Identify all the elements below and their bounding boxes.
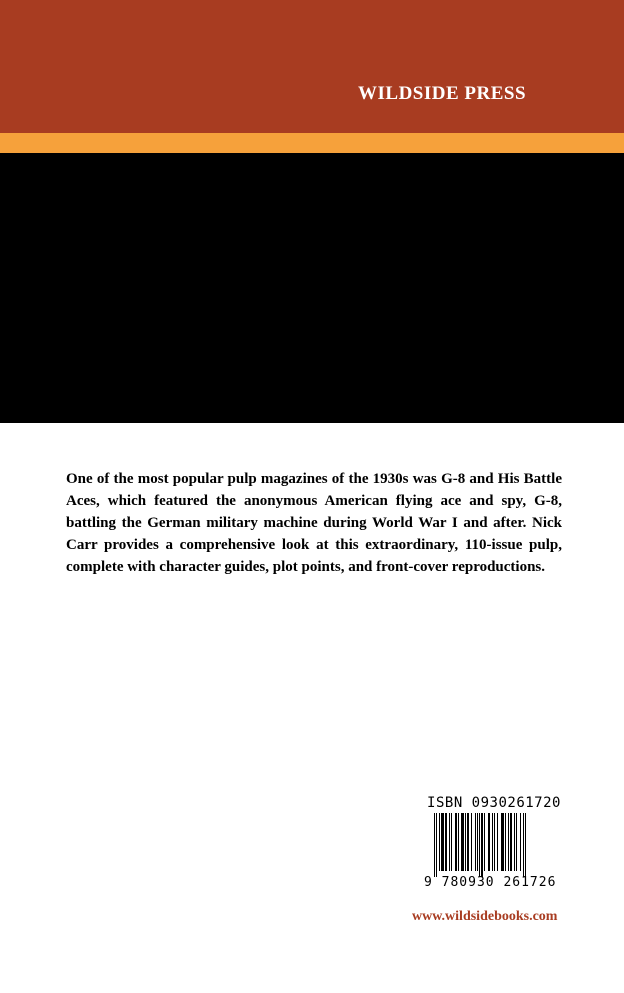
barcode-bar [488,813,490,871]
barcode-bar [461,813,464,871]
barcode-bar [484,813,485,871]
barcode-bar [475,813,476,871]
barcode-bar [501,813,504,871]
barcode-bar [467,813,469,871]
barcode-bar [465,813,466,871]
barcode-bar [508,813,509,871]
barcode-icon [432,813,564,877]
barcode-bar [471,813,472,871]
barcode-bar [492,813,493,871]
barcode-bar [441,813,444,871]
top-color-band [0,0,624,133]
barcode-bar [494,813,495,871]
barcode-bar [455,813,457,871]
barcode-bar [505,813,506,871]
barcode-bar [434,813,435,877]
ean-digits: 9 780930 261726 [424,875,557,890]
barcode-bar [449,813,450,871]
barcode-bar [497,813,498,871]
barcode-bar [477,813,478,871]
barcode-bar [510,813,512,871]
barcode-bar [458,813,459,871]
barcode-bar [436,813,437,877]
publisher-name: WILDSIDE PRESS [358,83,527,104]
barcode-block [424,795,564,895]
barcode-bar [525,813,526,877]
barcode-bar [520,813,521,871]
image-area [0,153,624,423]
barcode-bar [523,813,524,877]
isbn-label: ISBN 0930261720 [427,795,561,811]
barcode-bar [481,813,483,877]
barcode-bar [516,813,517,871]
barcode-bar [479,813,480,877]
book-description: One of the most popular pulp magazines of the 1930s was G-8 and His Battle Aces, which featured the anonymous American flying ace and spy, G-8, battling the German military machine during World War I and after. Nick Carr provides a comprehensive look at this extraordinary, 110-issue pulp, complete with character guides, plot points, and front-cover reproductions. [66,471,562,575]
barcode-bar [514,813,515,871]
barcode-bar [445,813,447,871]
barcode-bar [451,813,452,871]
orange-stripe [0,133,624,153]
website-url: www.wildsidebooks.com [412,909,558,924]
barcode-bar [439,813,440,871]
